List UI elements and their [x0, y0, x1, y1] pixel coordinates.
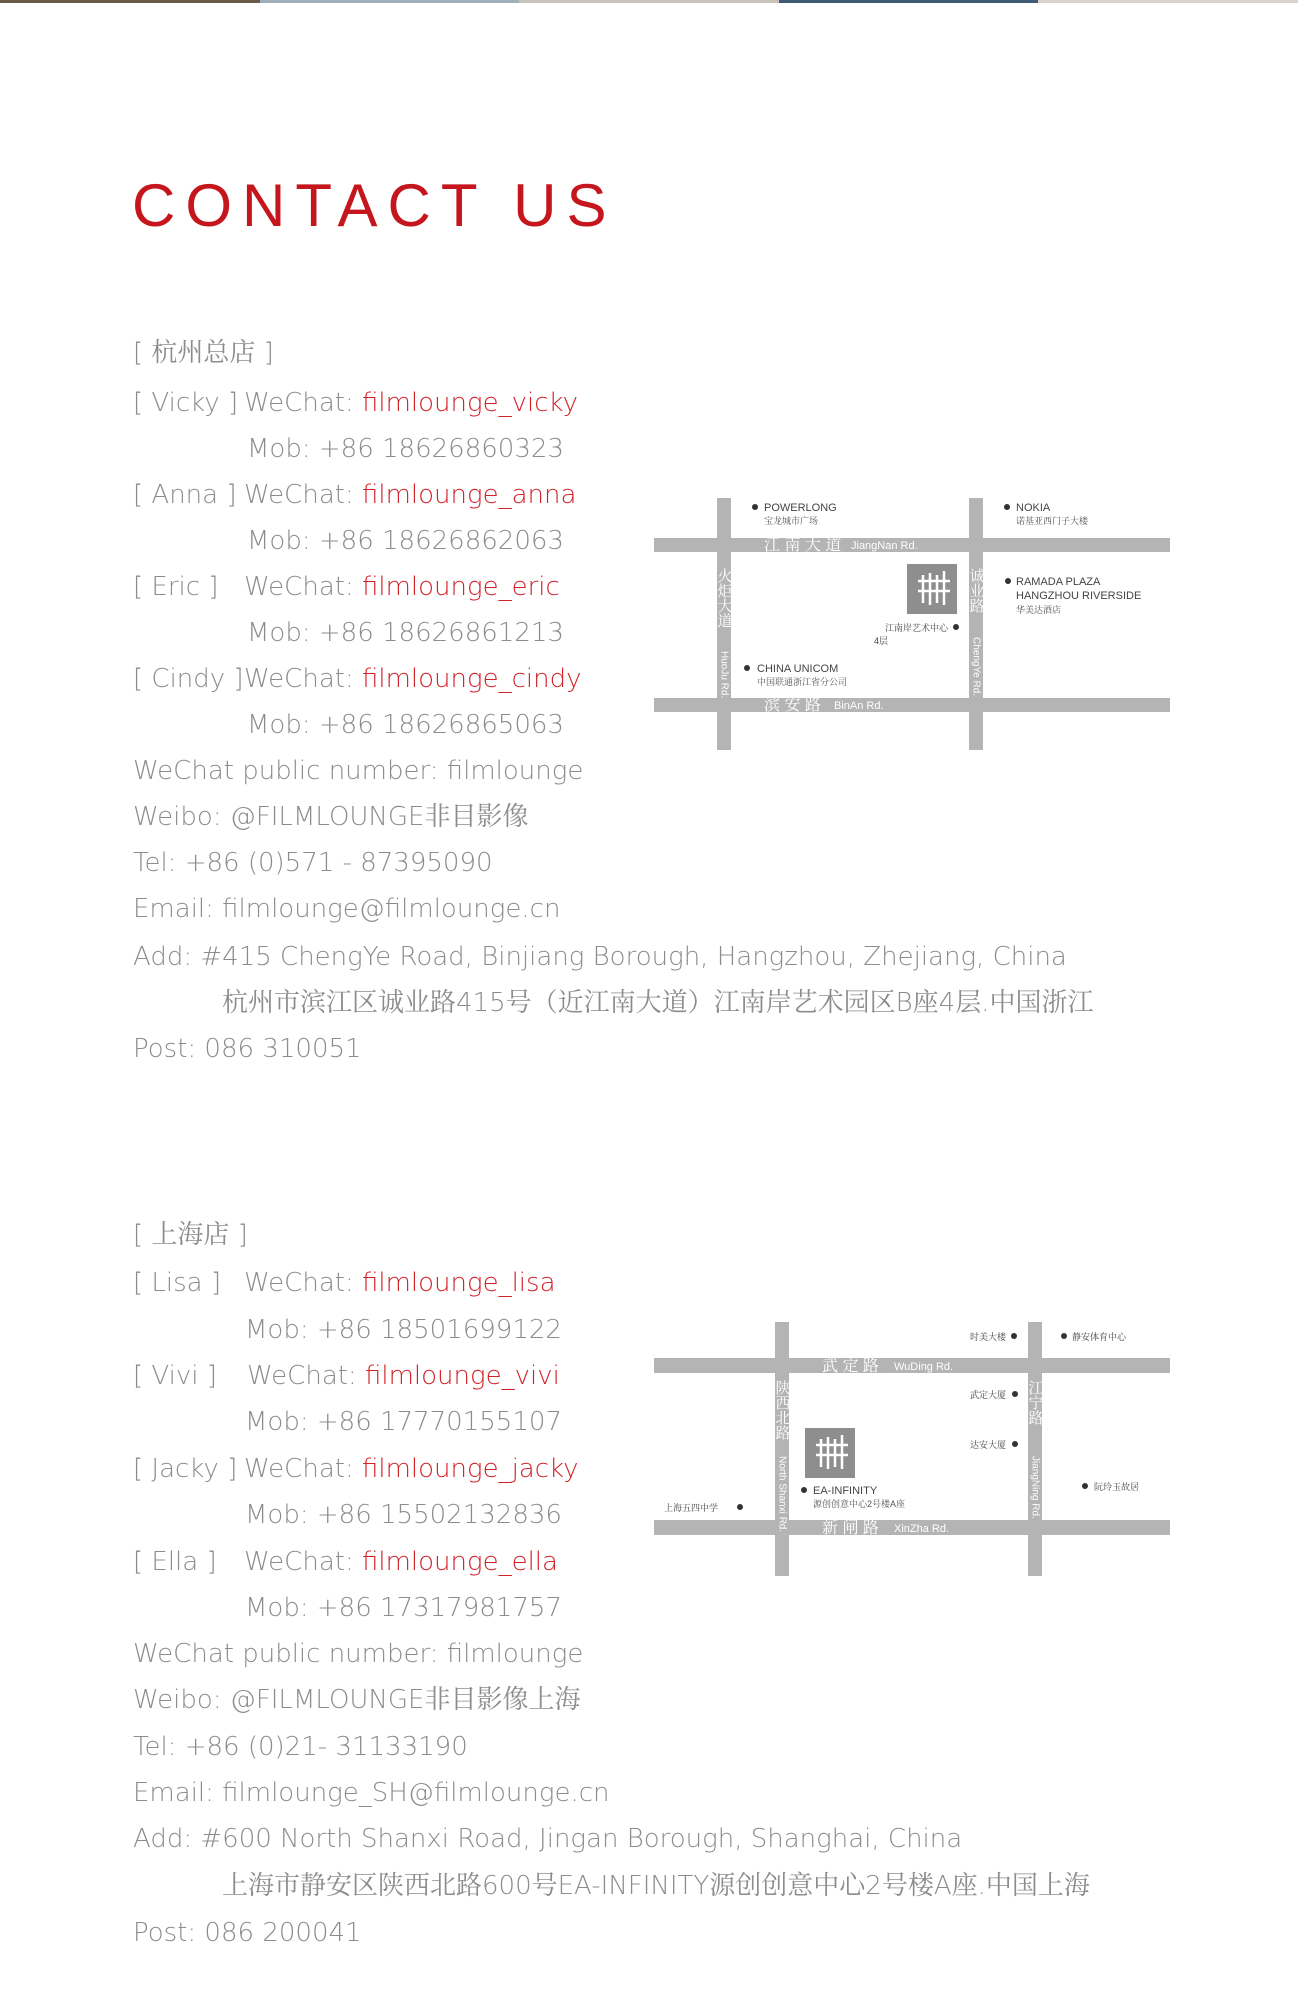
contact-name: [ Ella ] [133, 1547, 217, 1577]
address-en: Add: #600 North Shanxi Road, Jingan Borough, Shanghai, China [133, 1824, 963, 1854]
road-label: 新 闸 路 [822, 1520, 879, 1537]
road-label: 江宁路 [1026, 1380, 1044, 1425]
wechat-label: WeChat: [244, 480, 354, 510]
postcode: Post: 086 200041 [133, 1918, 362, 1948]
wechat-id-link[interactable]: filmlounge_vicky [361, 388, 579, 418]
page-title: CONTACT US [132, 172, 617, 239]
wechat-label: WeChat: [244, 388, 354, 418]
poi-label: 江南岸艺术中心 [884, 623, 948, 633]
contact-name: [ Vicky ] [133, 388, 239, 418]
road-label: XinZha Rd. [894, 1523, 950, 1535]
contact-row [133, 570, 560, 604]
wechat-id-link[interactable]: filmlounge_lisa [361, 1268, 556, 1298]
poi-label: 阮玲玉故居 [1094, 1482, 1140, 1492]
wechat-id-link[interactable]: filmlounge_vivi [364, 1361, 560, 1391]
mobile-number: Mob: +86 18626860323 [247, 434, 564, 464]
wechat-label: WeChat: [247, 1361, 357, 1391]
weibo: Weibo: @FILMLOUNGE非目影像 [133, 802, 529, 832]
road-label: 火炬大道 [715, 568, 733, 628]
filmlounge-logo-icon [805, 1428, 855, 1478]
poi-label: 上海五四中学 [664, 1503, 719, 1513]
mobile-number: Mob: +86 17317981757 [245, 1593, 562, 1623]
telephone: Tel: +86 (0)571 - 87395090 [133, 848, 493, 878]
road-label: ChengYe Rd. [970, 637, 982, 697]
filmlounge-logo-icon [907, 564, 957, 614]
wechat-id-link[interactable]: filmlounge_anna [361, 480, 577, 510]
poi-label: 宝龙城市广场 [764, 516, 819, 526]
poi-dot [744, 665, 750, 671]
poi-label: POWERLONG [764, 502, 837, 514]
contact-row [133, 1452, 579, 1486]
road-binan [654, 698, 1170, 712]
road-label: JiangNing Rd. [1029, 1456, 1041, 1519]
wechat-label: WeChat: [244, 572, 354, 602]
contact-name: [ Eric ] [133, 572, 219, 602]
contact-name: [ Anna ] [133, 480, 237, 510]
email[interactable]: Email: filmlounge@filmlounge.cn [133, 894, 561, 924]
poi-dot [953, 624, 959, 630]
contact-row [133, 478, 576, 512]
poi-label: 华美达酒店 [1016, 605, 1062, 615]
wechat-id-link[interactable]: filmlounge_eric [361, 572, 560, 602]
poi-dot [1011, 1333, 1017, 1339]
contact-row [133, 386, 578, 420]
road-label: WuDing Rd. [894, 1361, 954, 1373]
mobile-number: Mob: +86 17770155107 [245, 1407, 562, 1437]
top-photo-strip [0, 0, 1298, 3]
hangzhou-map [654, 495, 1170, 755]
wechat-label: WeChat: [244, 1454, 354, 1484]
road-jiangning [1028, 1322, 1042, 1576]
road-label: 滨 安 路 [764, 697, 821, 714]
contact-name: [ Vivi ] [133, 1361, 217, 1391]
contact-row [133, 1545, 558, 1579]
wechat-label: WeChat: [244, 1268, 354, 1298]
poi-label: 中国联通浙江省分公司 [757, 677, 848, 687]
wechat-id-link[interactable]: filmlounge_cindy [361, 664, 582, 694]
address-cn: 上海市静安区陕西北路600号EA-INFINITY源创创意中心2号楼A座.中国上海 [222, 1871, 1090, 1901]
road-label: BinAn Rd. [834, 700, 884, 712]
shanghai-map [654, 1318, 1170, 1580]
poi-label: 达安大厦 [969, 1440, 1006, 1450]
poi-dot [752, 504, 758, 510]
poi-label: CHINA UNICOM [757, 663, 839, 675]
road-label: 江 南 大 道 [764, 537, 842, 554]
mobile-number: Mob: +86 15502132836 [245, 1500, 562, 1530]
poi-label: NOKIA [1016, 502, 1051, 514]
contact-row [133, 1359, 560, 1393]
wechat-id-link[interactable]: filmlounge_jacky [361, 1454, 579, 1484]
poi-dot [1005, 578, 1011, 584]
road-label: JiangNan Rd. [851, 540, 918, 552]
road-chengye [969, 498, 983, 750]
wechat-label: WeChat: [244, 664, 354, 694]
address-cn: 杭州市滨江区诚业路415号（近江南大道）江南岸艺术园区B座4层.中国浙江 [222, 988, 1094, 1018]
poi-dot [1012, 1441, 1018, 1447]
poi-label: 武定大厦 [969, 1390, 1006, 1400]
road-label: 诚业路 [967, 568, 985, 613]
contact-name: [ Cindy ] [133, 664, 244, 694]
contact-name: [ Lisa ] [133, 1268, 222, 1298]
poi-dot [1082, 1483, 1088, 1489]
contact-row [133, 662, 581, 696]
road-label: 武 定 路 [822, 1358, 879, 1375]
poi-dot [1012, 1391, 1018, 1397]
poi-dot [737, 1504, 743, 1510]
wechat-public-number: WeChat public number: filmlounge [133, 756, 584, 786]
mobile-number: Mob: +86 18626862063 [247, 526, 564, 556]
poi-label: 静安体育中心 [1072, 1332, 1127, 1342]
road-label: 陕西北路 [773, 1380, 791, 1440]
poi-label: 时美大楼 [969, 1332, 1006, 1342]
postcode: Post: 086 310051 [133, 1034, 362, 1064]
road-north-shanxi [775, 1322, 789, 1576]
poi-dot [1004, 504, 1010, 510]
wechat-id-link[interactable]: filmlounge_ella [361, 1547, 558, 1577]
telephone: Tel: +86 (0)21- 31133190 [133, 1732, 468, 1762]
mobile-number: Mob: +86 18626865063 [247, 710, 564, 740]
wechat-label: WeChat: [244, 1547, 354, 1577]
poi-label: 源创创意中心2号楼A座 [813, 1499, 906, 1509]
contact-name: [ Jacky ] [133, 1454, 238, 1484]
hangzhou-heading: [ 杭州总店 ] [133, 338, 274, 368]
shanghai-heading: [ 上海店 ] [133, 1220, 248, 1250]
poi-label: 诺基亚西门子大楼 [1016, 516, 1089, 526]
address-en: Add: #415 ChengYe Road, Binjiang Borough, Hangzhou, Zhejiang, China [133, 942, 1067, 972]
road-label: North Shanxi Rd. [776, 1456, 788, 1533]
poi-dot [1061, 1333, 1067, 1339]
wechat-public-number: WeChat public number: filmlounge [133, 1639, 584, 1669]
mobile-number: Mob: +86 18501699122 [245, 1315, 562, 1345]
weibo: Weibo: @FILMLOUNGE非目影像上海 [133, 1685, 581, 1715]
poi-label: 4层 [874, 636, 889, 646]
poi-label: HANGZHOU RIVERSIDE [1016, 590, 1142, 602]
mobile-number: Mob: +86 18626861213 [247, 618, 564, 648]
road-label: HuoJu Rd. [718, 651, 730, 699]
poi-label: RAMADA PLAZA [1016, 576, 1101, 588]
contact-row [133, 1266, 556, 1300]
poi-dot [801, 1487, 807, 1493]
email[interactable]: Email: filmlounge_SH@filmlounge.cn [133, 1778, 610, 1808]
poi-label: EA-INFINITY [813, 1485, 878, 1497]
